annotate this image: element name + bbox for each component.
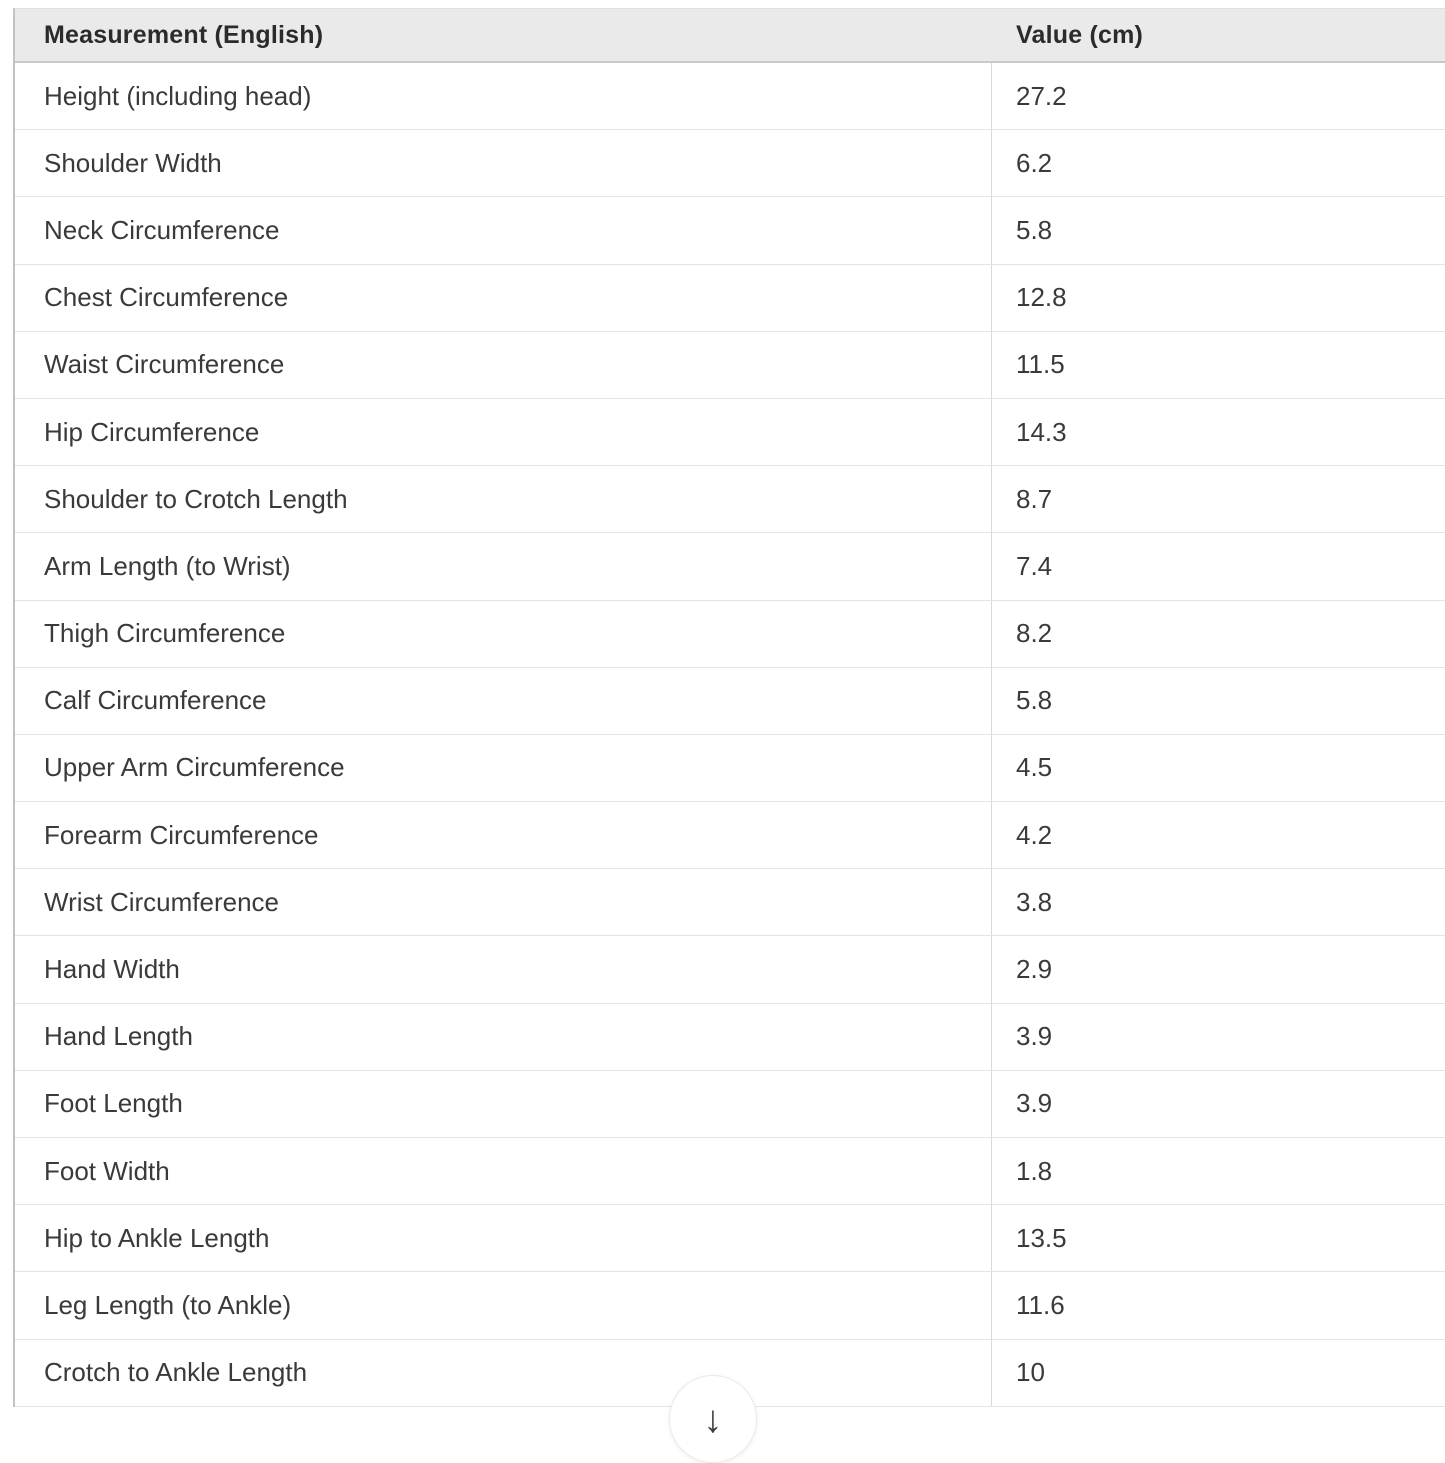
column-header-measurement: Measurement (English) [44, 20, 324, 49]
table-row [15, 1004, 1445, 1071]
table-row [15, 1071, 1445, 1138]
measurement-label-cell: Hip to Ankle Length [15, 1205, 992, 1271]
measurement-value-cell: 1.8 [1016, 1155, 1053, 1186]
table-row [15, 130, 1445, 197]
arrow-down-icon: ↓ [703, 1399, 723, 1441]
table-row [15, 1205, 1445, 1272]
table-row [15, 601, 1445, 668]
measurement-value-cell: 14.3 [1016, 416, 1067, 447]
table-row [15, 533, 1445, 600]
table-row [15, 466, 1445, 533]
table-row [15, 399, 1445, 466]
measurement-label-cell: Thigh Circumference [15, 601, 992, 667]
table-row [15, 869, 1445, 936]
table-row [15, 802, 1445, 869]
measurement-value-cell: 2.9 [1016, 954, 1053, 985]
measurement-label-cell: Leg Length (to Ankle) [15, 1272, 992, 1338]
measurement-label-cell: Shoulder to Crotch Length [15, 466, 992, 532]
table-body [15, 63, 1445, 1407]
table-row [15, 197, 1445, 264]
measurement-label-cell: Chest Circumference [15, 265, 992, 331]
measurement-value-cell: 27.2 [1016, 80, 1067, 111]
measurement-value-cell: 8.2 [1016, 618, 1053, 649]
measurement-label-cell: Hand Width [15, 936, 992, 1002]
table-row [15, 1272, 1445, 1339]
measurement-label-cell: Hand Length [15, 1004, 992, 1070]
measurement-value-cell: 8.7 [1016, 483, 1053, 514]
table-row [15, 936, 1445, 1003]
measurement-value-cell: 10 [1016, 1357, 1045, 1388]
measurement-label-cell: Shoulder Width [15, 130, 992, 196]
measurement-label-cell: Arm Length (to Wrist) [15, 533, 992, 599]
measurement-label-cell: Neck Circumference [15, 197, 992, 263]
measurement-label-cell: Waist Circumference [15, 332, 992, 398]
measurement-value-cell: 3.8 [1016, 886, 1053, 917]
measurement-label-cell: Forearm Circumference [15, 802, 992, 868]
measurement-value-cell: 5.8 [1016, 214, 1053, 245]
column-header-value: Value (cm) [1016, 20, 1144, 49]
measurement-label-cell: Wrist Circumference [15, 869, 992, 935]
measurement-label-cell: Hip Circumference [15, 399, 992, 465]
measurement-value-cell: 11.6 [1016, 1289, 1065, 1320]
measurement-label-cell: Upper Arm Circumference [15, 735, 992, 801]
measurement-value-cell: 3.9 [1016, 1021, 1053, 1052]
measurement-value-cell: 12.8 [1016, 282, 1067, 313]
measurement-value-cell: 6.2 [1016, 147, 1053, 178]
measurement-label-cell: Height (including head) [15, 63, 992, 129]
table-row [15, 1138, 1445, 1205]
table-row [15, 265, 1445, 332]
measurement-value-cell: 4.5 [1016, 752, 1053, 783]
measurement-value-cell: 11.5 [1016, 349, 1065, 380]
measurement-label-cell: Calf Circumference [15, 668, 992, 734]
measurement-value-cell: 13.5 [1016, 1222, 1067, 1253]
measurements-table [13, 8, 1445, 1407]
measurement-label-cell: Crotch to Ankle Length [15, 1340, 992, 1406]
measurement-value-cell: 4.2 [1016, 819, 1053, 850]
measurement-value-cell: 7.4 [1016, 550, 1053, 581]
measurement-label-cell: Foot Width [15, 1138, 992, 1204]
measurement-value-cell: 3.9 [1016, 1088, 1053, 1119]
table-row [15, 735, 1445, 802]
scroll-to-bottom-button[interactable] [669, 1375, 757, 1463]
table-row [15, 668, 1445, 735]
measurement-label-cell: Foot Length [15, 1071, 992, 1137]
table-header-row [15, 9, 1445, 63]
table-row [15, 63, 1445, 130]
table-row [15, 332, 1445, 399]
measurement-value-cell: 5.8 [1016, 685, 1053, 716]
